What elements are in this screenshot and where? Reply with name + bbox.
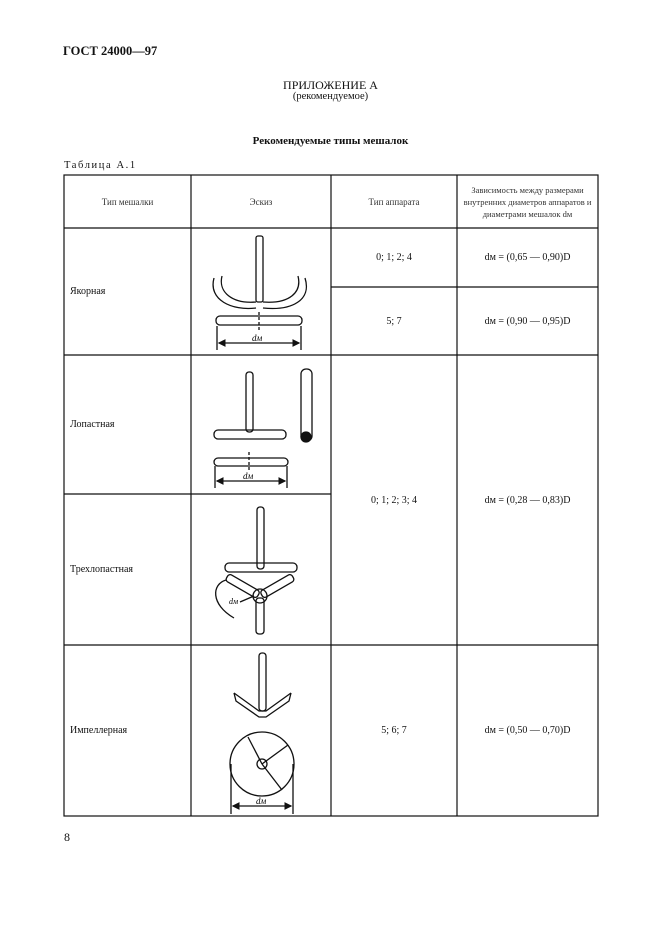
row-impeller-apparatus: 5; 6; 7 — [381, 725, 407, 736]
row-impeller-formula: dм = (0,50 — 0,70)D — [484, 725, 571, 736]
row-anchor-formula-2: dм = (0,90 — 0,95)D — [484, 315, 571, 327]
table-label: Таблица А.1 — [64, 160, 137, 171]
paddle-dim-label: dм — [243, 471, 254, 481]
impeller-dim-label: dм — [256, 796, 267, 806]
appendix-note: (рекомендуемое) — [292, 91, 369, 102]
row-anchor-formula-1: dм = (0,65 — 0,90)D — [484, 252, 571, 263]
row-paddle-group-apparatus: 0; 1; 2; 3; 4 — [370, 494, 418, 506]
page-number: 8 — [64, 830, 70, 844]
header-apparatus-type: Тип аппарата — [368, 196, 420, 207]
anchor-dim-label: dм — [252, 333, 263, 343]
paddle-agitator-sketch — [214, 369, 312, 488]
impeller-agitator-sketch — [230, 653, 294, 814]
row-paddle-group-formula: dм = (0,28 — 0,83)D — [484, 494, 571, 506]
row-paddle-name: Лопастная — [70, 419, 115, 430]
row-three-blade-name: Трехлопастная — [70, 564, 134, 575]
row-anchor-name: Якорная — [70, 286, 106, 297]
row-anchor-apparatus-1: 0; 1; 2; 4 — [376, 252, 412, 263]
appendix-title: ПРИЛОЖЕНИЕ А — [283, 78, 378, 92]
row-anchor-apparatus-2: 5; 7 — [386, 315, 402, 327]
row-impeller-name: Импеллерная — [70, 725, 128, 736]
three-blade-agitator-sketch — [216, 507, 297, 634]
header-agitator-type: Тип мешалки — [101, 196, 154, 207]
three-blade-dim-label: dм — [229, 597, 239, 606]
standard-designation: ГОСТ 24000—97 — [63, 44, 158, 58]
table-heading: Рекомендуемые типы мешалок — [252, 135, 409, 147]
header-dependency: Зависимость между размерами внутренних диаметров аппаратов и диаметрами мешалок dм — [463, 184, 592, 219]
header-sketch: Эскиз — [249, 196, 273, 207]
